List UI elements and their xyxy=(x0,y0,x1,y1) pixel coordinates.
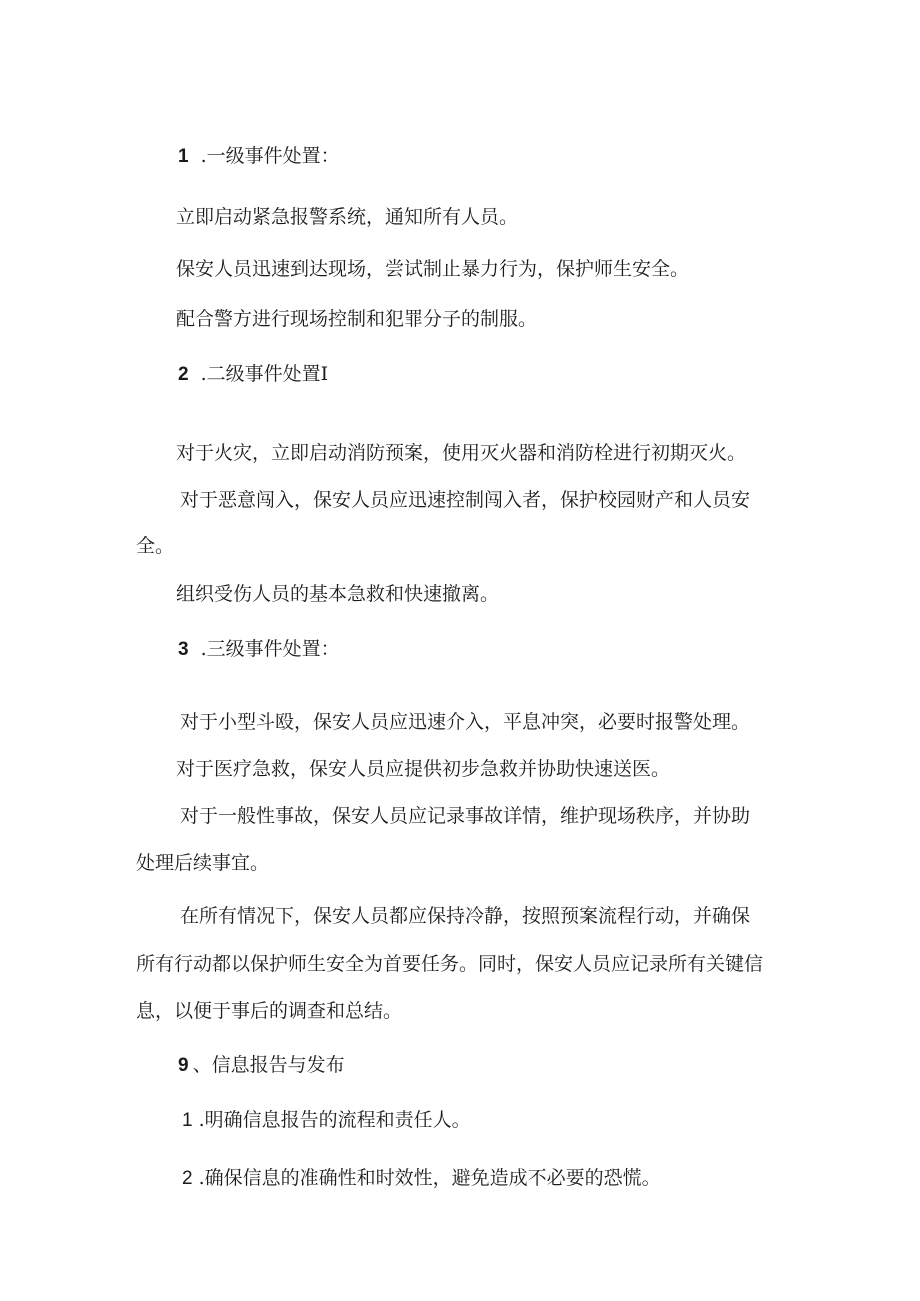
section-title: .二级事件处置I xyxy=(200,363,329,385)
paragraph-line: 立即启动紧急报警系统，通知所有人员。 xyxy=(176,206,519,228)
paragraph-line: 配合警方进行现场控制和犯罪分子的制服。 xyxy=(176,308,538,330)
paragraph-line: 对于医疗急救，保安人员应提供初步急救并协助快速送医。 xyxy=(176,758,671,780)
paragraph-line: 全。 xyxy=(136,535,175,557)
section-title: .三级事件处置： xyxy=(200,638,340,660)
paragraph-line: 组织受伤人员的基本急救和快速撤离。 xyxy=(176,583,500,605)
section-heading-level2 xyxy=(178,362,328,387)
paragraph-line: 对于一般性事故，保安人员应记录事故详情，维护现场秩序，并协助 xyxy=(180,805,751,827)
list-item-text: .明确信息报告的流程和责任人。 xyxy=(198,1109,471,1131)
list-item-text: .确保信息的准确性和时效性，避免造成不必要的恐慌。 xyxy=(198,1167,661,1189)
list-item-number: 1 xyxy=(182,1110,193,1131)
list-item xyxy=(182,1108,471,1133)
section-number: 1 xyxy=(178,146,189,167)
section-heading-level3 xyxy=(178,637,340,662)
paragraph-line: 对于恶意闯入，保安人员应迅速控制闯入者，保护校园财产和人员安 xyxy=(180,489,751,511)
paragraph-line: 保安人员迅速到达现场，尝试制止暴力行为，保护师生安全。 xyxy=(176,258,690,280)
list-item-number: 2 xyxy=(182,1168,193,1189)
section-heading-info xyxy=(178,1053,345,1078)
section-title: .一级事件处置： xyxy=(200,145,340,167)
list-item xyxy=(182,1166,661,1191)
section-number: 2 xyxy=(178,364,189,385)
section-heading-level1 xyxy=(178,144,340,169)
paragraph-line: 息，以便于事后的调查和总结。 xyxy=(136,1000,403,1022)
paragraph-line: 在所有情况下，保安人员都应保持冷静，按照预案流程行动，并确保 xyxy=(180,905,751,927)
paragraph-line: 对于小型斗殴，保安人员应迅速介入，平息冲突，必要时报警处理。 xyxy=(180,711,751,733)
section-number: 9 xyxy=(178,1055,189,1076)
section-title: 、信息报告与发布 xyxy=(192,1054,345,1076)
paragraph-line: 所有行动都以保护师生安全为首要任务。同时，保安人员应记录所有关键信 xyxy=(136,953,764,975)
section-number: 3 xyxy=(178,639,189,660)
paragraph-line: 处理后续事宜。 xyxy=(136,852,270,874)
paragraph-line: 对于火灾，立即启动消防预案，使用灭火器和消防栓进行初期灭火。 xyxy=(176,442,747,464)
